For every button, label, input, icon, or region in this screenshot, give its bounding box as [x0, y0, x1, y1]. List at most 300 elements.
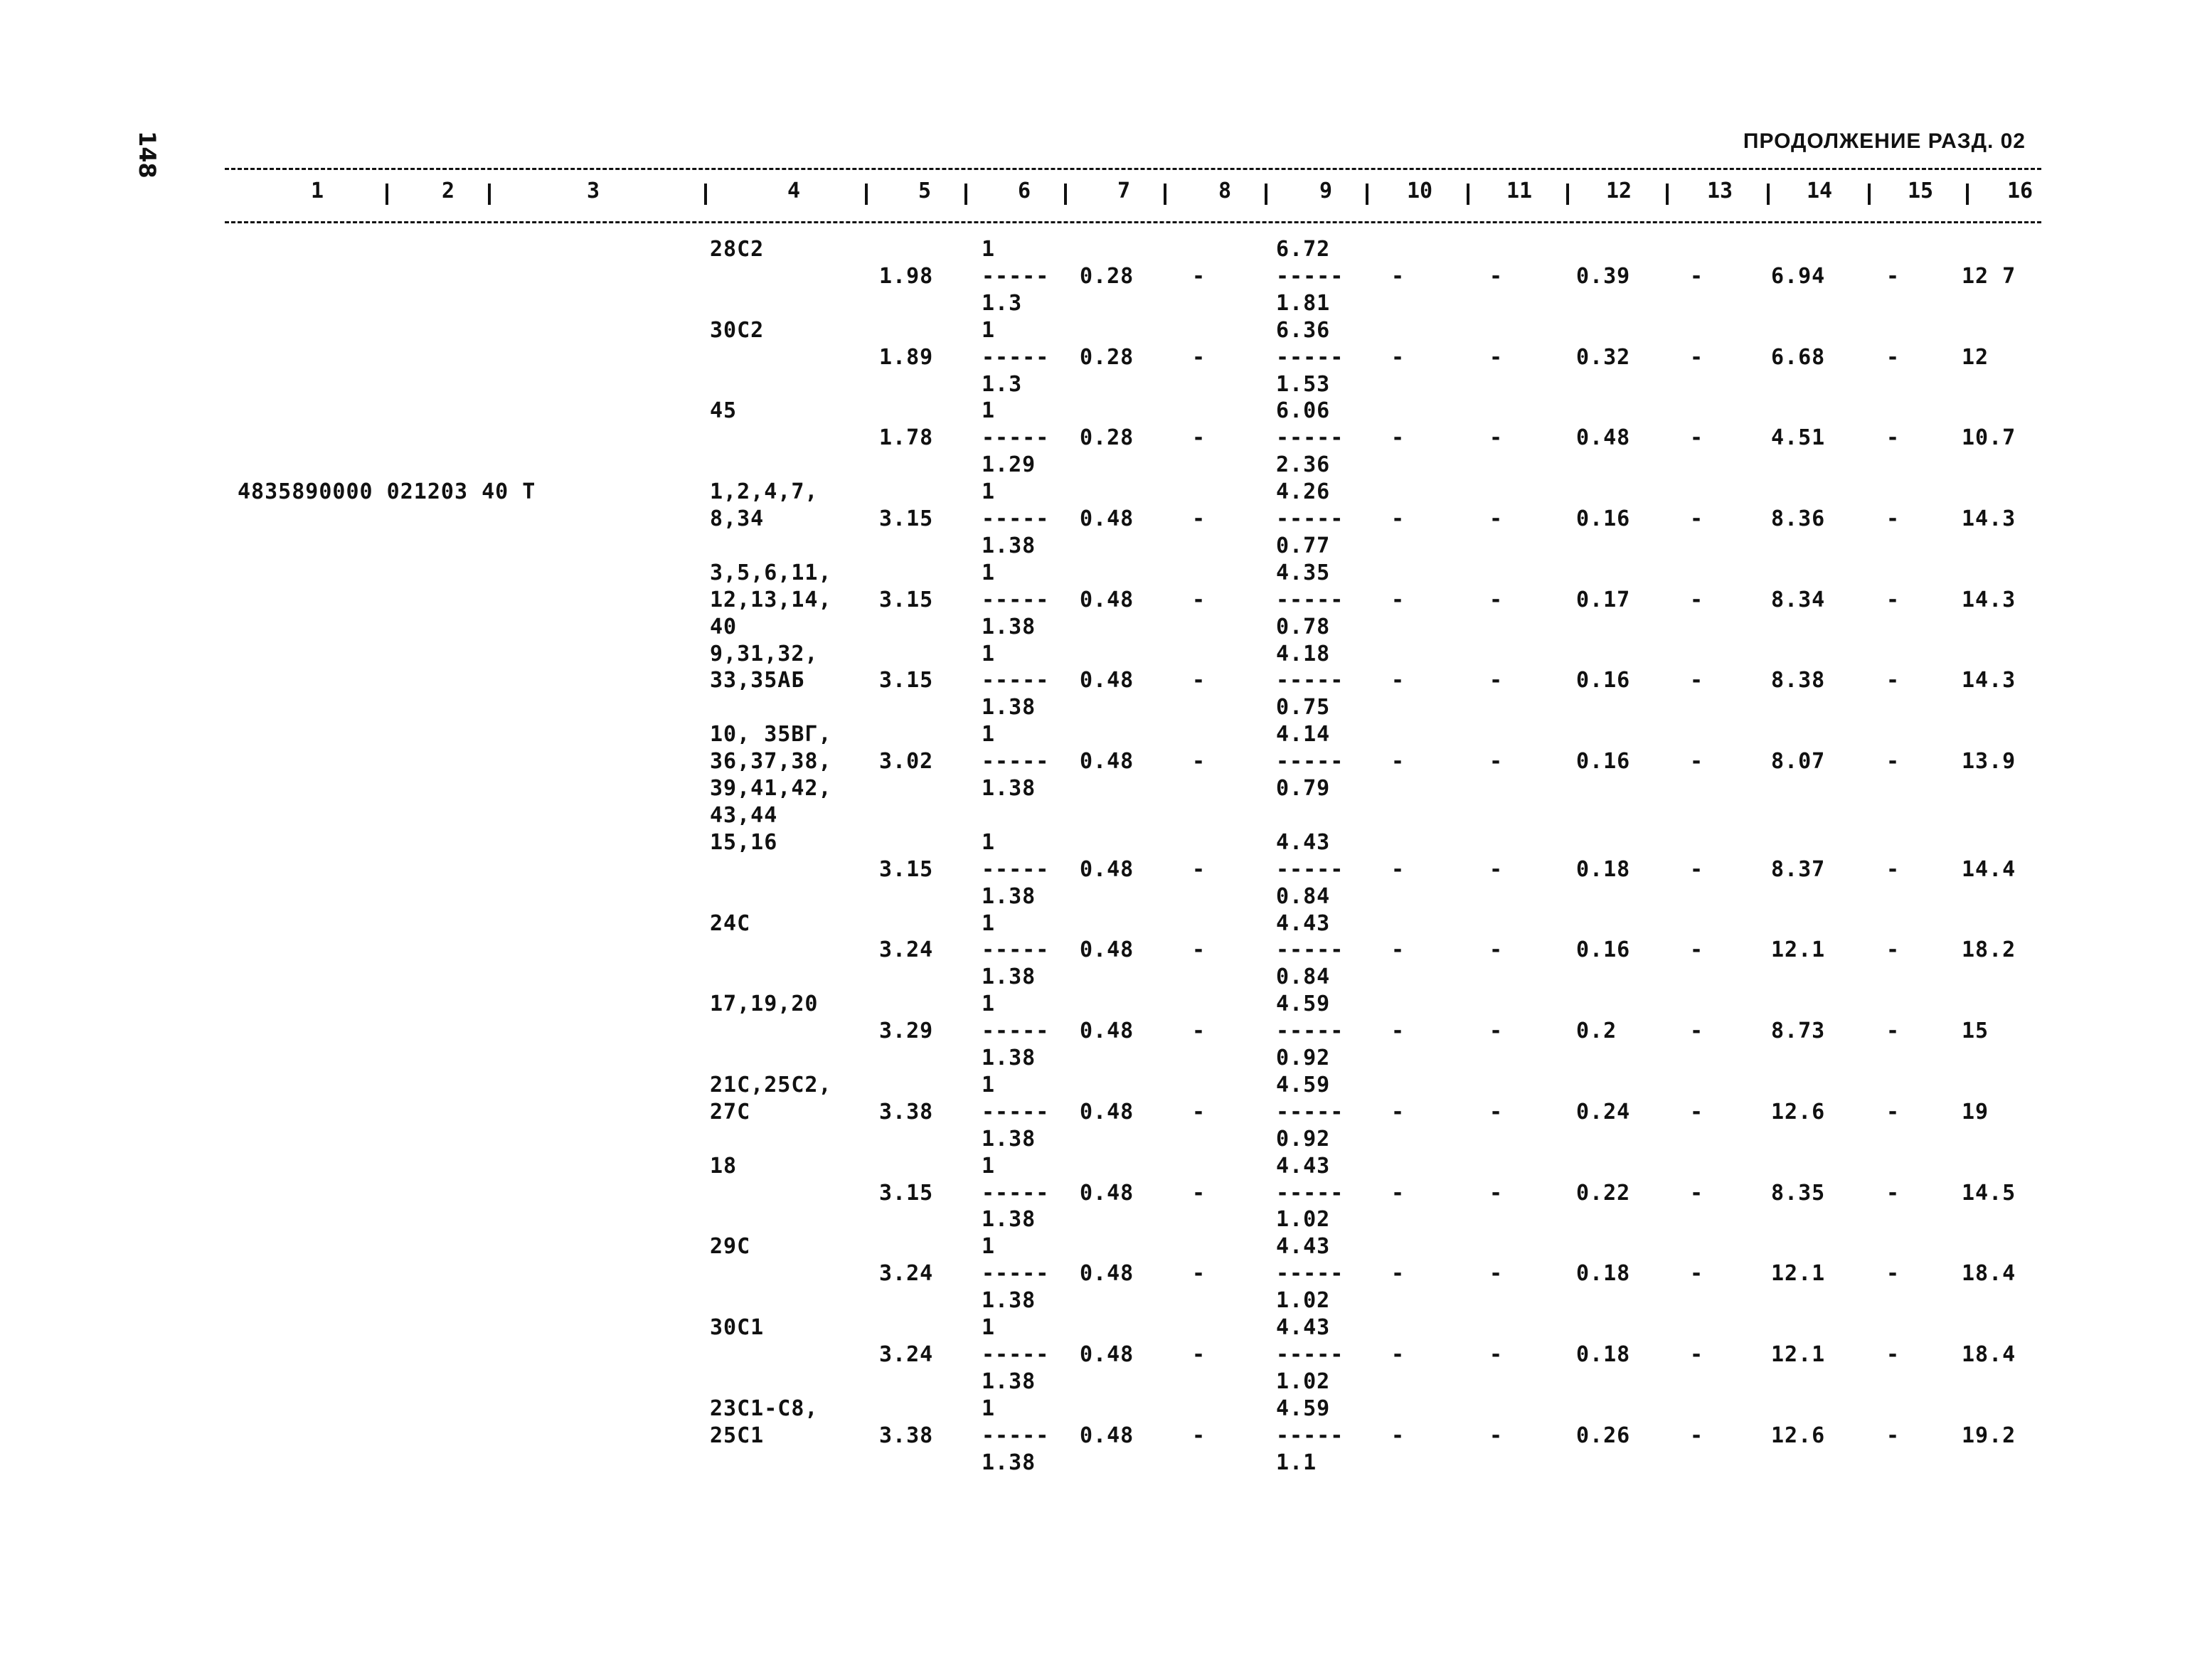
value-col11: - [1489, 425, 1504, 450]
value-col7: 0.48 [1080, 857, 1134, 882]
value-col8: - [1192, 1100, 1206, 1125]
fraction-denominator: 1.38 [982, 1450, 1036, 1475]
value-col11: - [1489, 588, 1504, 612]
fraction-numerator: 1 [982, 830, 996, 855]
value-col10: - [1391, 1181, 1405, 1206]
value-col5: 3.38 [879, 1100, 934, 1125]
fraction-numerator: 1 [982, 1315, 996, 1340]
fraction-line: ----- [1276, 506, 1344, 531]
value-col11: - [1489, 264, 1504, 289]
value-col7: 0.48 [1080, 1423, 1134, 1448]
value-col10: - [1391, 1100, 1405, 1125]
column-header: 16 [2006, 179, 2034, 203]
column-separator [964, 184, 967, 205]
column-separator [488, 184, 491, 205]
fraction-numerator: 1 [982, 1396, 996, 1421]
fraction-line: ----- [982, 345, 1050, 370]
value-col14: 8.37 [1771, 857, 1826, 882]
value-col8: - [1192, 506, 1206, 531]
fraction-numerator: 1 [982, 398, 996, 423]
value-col16: 18.2 [1962, 937, 2016, 962]
value-col11: - [1489, 1423, 1504, 1448]
column-header: 7 [1117, 179, 1131, 203]
value-col14: 8.36 [1771, 506, 1826, 531]
fraction-denominator: 1.38 [982, 1046, 1036, 1070]
value-col13: - [1690, 668, 1704, 693]
item-numbers: 9,31,32, [710, 642, 819, 666]
fraction-numerator: 4.43 [1276, 1154, 1331, 1179]
value-col16: 12 [1962, 345, 1989, 370]
value-col5: 3.24 [879, 937, 934, 962]
item-numbers: 27С [710, 1100, 751, 1125]
value-col5: 3.29 [879, 1019, 934, 1043]
fraction-line: ----- [1276, 937, 1344, 962]
column-header: 8 [1218, 179, 1232, 203]
fraction-numerator: 6.72 [1276, 237, 1331, 262]
column-separator [1064, 184, 1067, 205]
value-col15: - [1886, 588, 1900, 612]
column-header: 1 [310, 179, 324, 203]
value-col8: - [1192, 668, 1206, 693]
value-col16: 15 [1962, 1019, 1989, 1043]
value-col13: - [1690, 345, 1704, 370]
value-col13: - [1690, 1342, 1704, 1367]
value-col5: 1.89 [879, 345, 934, 370]
value-col5: 3.15 [879, 857, 934, 882]
fraction-denominator: 1.1 [1276, 1450, 1317, 1475]
column-separator [1666, 184, 1669, 205]
column-header: 5 [918, 179, 932, 203]
item-numbers: 15,16 [710, 830, 778, 855]
value-col12: 0.48 [1576, 425, 1631, 450]
fraction-denominator: 1.02 [1276, 1207, 1331, 1232]
value-col10: - [1391, 506, 1405, 531]
fraction-line: ----- [982, 668, 1050, 693]
value-col12: 0.22 [1576, 1181, 1631, 1206]
value-col10: - [1391, 1261, 1405, 1286]
value-col14: 12.6 [1771, 1100, 1826, 1125]
item-numbers: 30С2 [710, 318, 765, 343]
value-col16: 18.4 [1962, 1261, 2016, 1286]
value-col5: 3.02 [879, 749, 934, 774]
value-col16: 10.7 [1962, 425, 2016, 450]
item-numbers: 3,5,6,11, [710, 560, 832, 585]
fraction-numerator: 4.43 [1276, 1315, 1331, 1340]
value-col12: 0.2 [1576, 1019, 1617, 1043]
fraction-denominator: 1.29 [982, 452, 1036, 477]
value-col11: - [1489, 1261, 1504, 1286]
value-col10: - [1391, 1423, 1405, 1448]
item-numbers: 39,41,42, [710, 776, 832, 801]
column-separator [704, 184, 707, 205]
fraction-denominator: 1.3 [982, 291, 1023, 316]
table-top-rule [225, 168, 2041, 170]
value-col10: - [1391, 1019, 1405, 1043]
value-col8: - [1192, 425, 1206, 450]
fraction-line: ----- [1276, 668, 1344, 693]
value-col11: - [1489, 937, 1504, 962]
value-col12: 0.32 [1576, 345, 1631, 370]
item-numbers: 29С [710, 1234, 751, 1259]
fraction-numerator: 4.43 [1276, 911, 1331, 936]
value-col13: - [1690, 506, 1704, 531]
value-col8: - [1192, 588, 1206, 612]
value-col11: - [1489, 857, 1504, 882]
fraction-numerator: 1 [982, 642, 996, 666]
value-col13: - [1690, 1423, 1704, 1448]
fraction-numerator: 1 [982, 1073, 996, 1097]
fraction-numerator: 4.43 [1276, 830, 1331, 855]
value-col12: 0.16 [1576, 668, 1631, 693]
fraction-line: ----- [1276, 425, 1344, 450]
fraction-denominator: 1.38 [982, 615, 1036, 639]
value-col5: 3.15 [879, 506, 934, 531]
fraction-denominator: 0.78 [1276, 615, 1331, 639]
value-col8: - [1192, 1019, 1206, 1043]
value-col12: 0.16 [1576, 506, 1631, 531]
fraction-numerator: 1 [982, 560, 996, 585]
value-col10: - [1391, 749, 1405, 774]
value-col15: - [1886, 668, 1900, 693]
fraction-numerator: 1 [982, 1154, 996, 1179]
value-col15: - [1886, 1423, 1900, 1448]
value-col11: - [1489, 1342, 1504, 1367]
value-col7: 0.48 [1080, 1342, 1134, 1367]
fraction-line: ----- [982, 1100, 1050, 1125]
fraction-line: ----- [1276, 1019, 1344, 1043]
value-col16: 14.3 [1962, 668, 2016, 693]
value-col15: - [1886, 345, 1900, 370]
record-code: 4835890000 021203 40 Т [238, 479, 536, 504]
fraction-denominator: 1.53 [1276, 372, 1331, 397]
page-number: 148 [134, 131, 161, 179]
value-col16: 19.2 [1962, 1423, 2016, 1448]
item-numbers: 45 [710, 398, 738, 423]
column-separator [1868, 184, 1871, 205]
fraction-line: ----- [982, 588, 1050, 612]
fraction-numerator: 1 [982, 479, 996, 504]
value-col8: - [1192, 264, 1206, 289]
item-numbers: 17,19,20 [710, 991, 819, 1016]
value-col16: 19 [1962, 1100, 1989, 1125]
fraction-numerator: 1 [982, 318, 996, 343]
fraction-denominator: 2.36 [1276, 452, 1331, 477]
fraction-line: ----- [982, 1261, 1050, 1286]
value-col13: - [1690, 1100, 1704, 1125]
item-numbers: 1,2,4,7, [710, 479, 819, 504]
fraction-line: ----- [982, 857, 1050, 882]
fraction-numerator: 4.35 [1276, 560, 1331, 585]
value-col12: 0.16 [1576, 937, 1631, 962]
value-col12: 0.26 [1576, 1423, 1631, 1448]
fraction-numerator: 4.59 [1276, 1073, 1331, 1097]
value-col8: - [1192, 1342, 1206, 1367]
item-numbers: 40 [710, 615, 738, 639]
column-header: 4 [787, 179, 801, 203]
value-col7: 0.48 [1080, 749, 1134, 774]
column-header: 3 [586, 179, 600, 203]
fraction-denominator: 1.38 [982, 695, 1036, 720]
column-separator [1265, 184, 1267, 205]
column-header: 13 [1706, 179, 1733, 203]
value-col7: 0.48 [1080, 1100, 1134, 1125]
column-header: 12 [1605, 179, 1632, 203]
value-col7: 0.48 [1080, 1181, 1134, 1206]
value-col10: - [1391, 1342, 1405, 1367]
column-separator [386, 184, 388, 205]
column-header: 11 [1506, 179, 1533, 203]
section-continuation-title: ПРОДОЛЖЕНИЕ РАЗД. 02 [1743, 129, 2026, 153]
value-col14: 8.34 [1771, 588, 1826, 612]
fraction-denominator: 1.81 [1276, 291, 1331, 316]
value-col11: - [1489, 1100, 1504, 1125]
item-numbers: 25С1 [710, 1423, 765, 1448]
item-numbers: 43,44 [710, 803, 778, 828]
value-col14: 8.73 [1771, 1019, 1826, 1043]
value-col15: - [1886, 857, 1900, 882]
value-col14: 6.68 [1771, 345, 1826, 370]
value-col8: - [1192, 1181, 1206, 1206]
fraction-line: ----- [1276, 1181, 1344, 1206]
item-numbers: 10, 35ВГ, [710, 722, 832, 747]
item-numbers: 24С [710, 911, 751, 936]
value-col10: - [1391, 937, 1405, 962]
item-numbers: 12,13,14, [710, 588, 832, 612]
fraction-line: ----- [1276, 1100, 1344, 1125]
fraction-denominator: 0.84 [1276, 964, 1331, 989]
value-col16: 14.3 [1962, 506, 2016, 531]
fraction-numerator: 6.36 [1276, 318, 1331, 343]
fraction-denominator: 1.38 [982, 884, 1036, 909]
value-col7: 0.48 [1080, 506, 1134, 531]
fraction-denominator: 1.38 [982, 964, 1036, 989]
value-col5: 1.98 [879, 264, 934, 289]
item-numbers: 33,35АБ [710, 668, 805, 693]
fraction-numerator: 4.43 [1276, 1234, 1331, 1259]
fraction-numerator: 1 [982, 991, 996, 1016]
fraction-numerator: 4.59 [1276, 991, 1331, 1016]
value-col10: - [1391, 345, 1405, 370]
value-col11: - [1489, 1019, 1504, 1043]
column-separator [1467, 184, 1469, 205]
column-header: 10 [1406, 179, 1433, 203]
value-col10: - [1391, 857, 1405, 882]
fraction-line: ----- [1276, 588, 1344, 612]
fraction-denominator: 1.02 [1276, 1288, 1331, 1313]
fraction-line: ----- [982, 1423, 1050, 1448]
value-col14: 8.07 [1771, 749, 1826, 774]
value-col7: 0.48 [1080, 588, 1134, 612]
value-col8: - [1192, 1261, 1206, 1286]
value-col7: 0.48 [1080, 1261, 1134, 1286]
fraction-numerator: 4.26 [1276, 479, 1331, 504]
fraction-denominator: 0.79 [1276, 776, 1331, 801]
value-col13: - [1690, 588, 1704, 612]
fraction-numerator: 4.18 [1276, 642, 1331, 666]
value-col15: - [1886, 1019, 1900, 1043]
value-col16: 18.4 [1962, 1342, 2016, 1367]
item-numbers: 30С1 [710, 1315, 765, 1340]
table-header-rule [225, 221, 2041, 223]
column-separator [1566, 184, 1569, 205]
item-numbers: 28С2 [710, 237, 765, 262]
column-header: 15 [1907, 179, 1934, 203]
value-col5: 3.15 [879, 668, 934, 693]
fraction-line: ----- [1276, 1342, 1344, 1367]
value-col11: - [1489, 749, 1504, 774]
fraction-denominator: 0.92 [1276, 1127, 1331, 1152]
value-col11: - [1489, 1181, 1504, 1206]
value-col14: 12.1 [1771, 1261, 1826, 1286]
item-numbers: 8,34 [710, 506, 765, 531]
fraction-numerator: 6.06 [1276, 398, 1331, 423]
value-col8: - [1192, 1423, 1206, 1448]
value-col15: - [1886, 506, 1900, 531]
fraction-line: ----- [982, 749, 1050, 774]
column-header: 14 [1806, 179, 1833, 203]
item-numbers: 23С1-С8, [710, 1396, 819, 1421]
fraction-denominator: 1.02 [1276, 1369, 1331, 1394]
value-col15: - [1886, 1261, 1900, 1286]
column-header: 6 [1017, 179, 1031, 203]
value-col13: - [1690, 857, 1704, 882]
value-col16: 14.5 [1962, 1181, 2016, 1206]
column-separator [1767, 184, 1770, 205]
value-col16: 13.9 [1962, 749, 2016, 774]
fraction-numerator: 1 [982, 722, 996, 747]
value-col14: 12.1 [1771, 937, 1826, 962]
value-col5: 3.15 [879, 588, 934, 612]
fraction-line: ----- [982, 425, 1050, 450]
fraction-line: ----- [982, 1181, 1050, 1206]
value-col12: 0.16 [1576, 749, 1631, 774]
fraction-denominator: 1.38 [982, 1207, 1036, 1232]
value-col8: - [1192, 857, 1206, 882]
value-col7: 0.28 [1080, 345, 1134, 370]
value-col14: 12.6 [1771, 1423, 1826, 1448]
value-col5: 3.38 [879, 1423, 934, 1448]
fraction-denominator: 1.38 [982, 1369, 1036, 1394]
fraction-line: ----- [982, 1019, 1050, 1043]
value-col7: 0.28 [1080, 264, 1134, 289]
value-col15: - [1886, 1100, 1900, 1125]
fraction-line: ----- [982, 264, 1050, 289]
value-col15: - [1886, 1342, 1900, 1367]
fraction-line: ----- [982, 506, 1050, 531]
value-col7: 0.28 [1080, 425, 1134, 450]
value-col13: - [1690, 425, 1704, 450]
value-col10: - [1391, 588, 1405, 612]
value-col14: 8.38 [1771, 668, 1826, 693]
fraction-denominator: 1.38 [982, 1127, 1036, 1152]
value-col12: 0.18 [1576, 1261, 1631, 1286]
value-col15: - [1886, 749, 1900, 774]
value-col5: 3.15 [879, 1181, 934, 1206]
value-col7: 0.48 [1080, 1019, 1134, 1043]
value-col8: - [1192, 749, 1206, 774]
value-col12: 0.24 [1576, 1100, 1631, 1125]
column-header: 2 [441, 179, 455, 203]
column-separator [1366, 184, 1368, 205]
fraction-line: ----- [1276, 345, 1344, 370]
value-col11: - [1489, 345, 1504, 370]
fraction-numerator: 1 [982, 237, 996, 262]
table-header [0, 179, 2185, 210]
column-separator [1966, 184, 1969, 205]
value-col16: 14.3 [1962, 588, 2016, 612]
value-col12: 0.18 [1576, 1342, 1631, 1367]
fraction-denominator: 1.38 [982, 776, 1036, 801]
fraction-line: ----- [1276, 1261, 1344, 1286]
value-col10: - [1391, 264, 1405, 289]
fraction-numerator: 1 [982, 911, 996, 936]
value-col11: - [1489, 668, 1504, 693]
value-col14: 4.51 [1771, 425, 1826, 450]
fraction-numerator: 4.59 [1276, 1396, 1331, 1421]
value-col8: - [1192, 937, 1206, 962]
column-header: 9 [1319, 179, 1333, 203]
value-col8: - [1192, 345, 1206, 370]
value-col10: - [1391, 425, 1405, 450]
value-col16: 14.4 [1962, 857, 2016, 882]
value-col14: 6.94 [1771, 264, 1826, 289]
fraction-denominator: 1.3 [982, 372, 1023, 397]
value-col7: 0.48 [1080, 668, 1134, 693]
fraction-numerator: 1 [982, 1234, 996, 1259]
fraction-denominator: 0.75 [1276, 695, 1331, 720]
value-col10: - [1391, 668, 1405, 693]
value-col13: - [1690, 1019, 1704, 1043]
value-col13: - [1690, 937, 1704, 962]
value-col5: 1.78 [879, 425, 934, 450]
value-col13: - [1690, 749, 1704, 774]
item-numbers: 36,37,38, [710, 749, 832, 774]
column-separator [865, 184, 868, 205]
value-col11: - [1489, 506, 1504, 531]
value-col15: - [1886, 937, 1900, 962]
fraction-line: ----- [1276, 1423, 1344, 1448]
value-col15: - [1886, 1181, 1900, 1206]
value-col15: - [1886, 425, 1900, 450]
value-col12: 0.18 [1576, 857, 1631, 882]
fraction-numerator: 4.14 [1276, 722, 1331, 747]
item-numbers: 18 [710, 1154, 738, 1179]
item-numbers: 21С,25С2, [710, 1073, 832, 1097]
value-col14: 8.35 [1771, 1181, 1826, 1206]
value-col13: - [1690, 264, 1704, 289]
value-col15: - [1886, 264, 1900, 289]
column-separator [1164, 184, 1166, 205]
value-col5: 3.24 [879, 1261, 934, 1286]
value-col13: - [1690, 1261, 1704, 1286]
fraction-denominator: 0.77 [1276, 533, 1331, 558]
fraction-denominator: 1.38 [982, 533, 1036, 558]
fraction-line: ----- [1276, 264, 1344, 289]
value-col16: 12 7 [1962, 264, 2016, 289]
fraction-line: ----- [982, 937, 1050, 962]
value-col13: - [1690, 1181, 1704, 1206]
fraction-denominator: 1.38 [982, 1288, 1036, 1313]
fraction-denominator: 0.84 [1276, 884, 1331, 909]
value-col12: 0.39 [1576, 264, 1631, 289]
value-col14: 12.1 [1771, 1342, 1826, 1367]
fraction-line: ----- [1276, 857, 1344, 882]
fraction-line: ----- [1276, 749, 1344, 774]
value-col12: 0.17 [1576, 588, 1631, 612]
fraction-line: ----- [982, 1342, 1050, 1367]
value-col7: 0.48 [1080, 937, 1134, 962]
value-col5: 3.24 [879, 1342, 934, 1367]
